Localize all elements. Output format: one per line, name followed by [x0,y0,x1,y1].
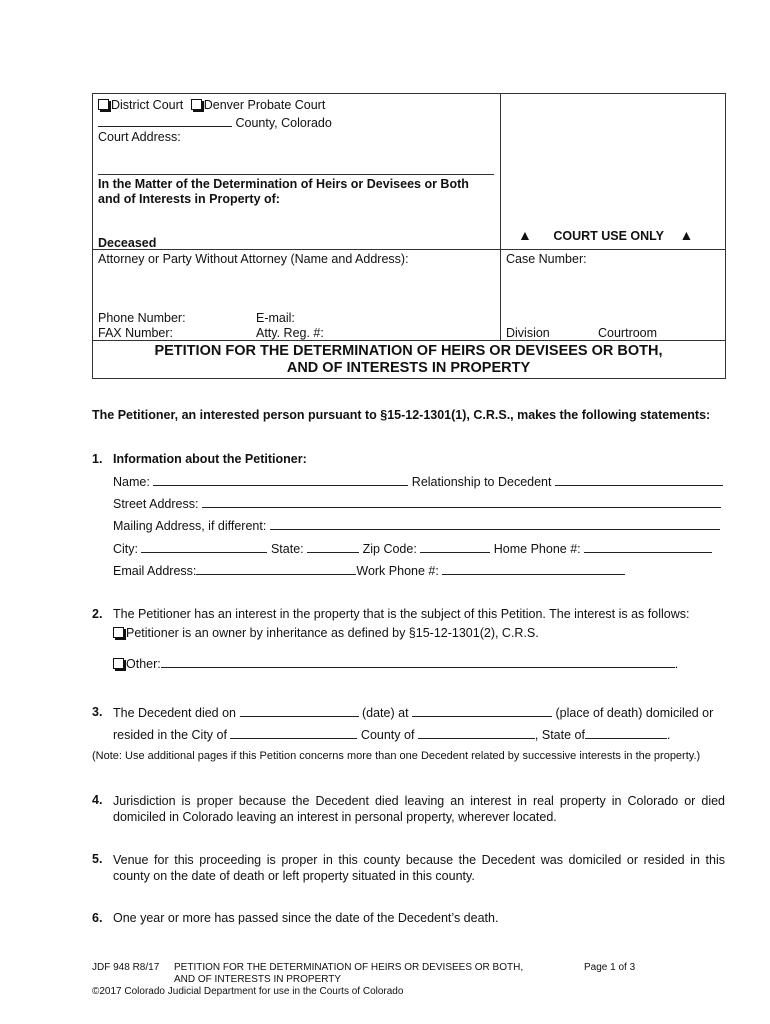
inheritance-label: Petitioner is an owner by inheritance as defined by §15-12-1301(2), C.R.S. [126,626,539,640]
inheritance-option [113,626,539,640]
county-label: County, Colorado [235,116,332,130]
name-row [113,474,723,489]
email-row [113,563,625,578]
matter-line-1: In the Matter of the Determination of Heirs or Devisees or Both [98,177,469,191]
place-domiciled-label: (place of death) domiciled or [555,706,714,720]
section-2-number: 2. [92,607,103,621]
court-address-label: Court Address: [98,130,181,144]
section-6-text: One year or more has passed since the date of the Decedent’s death. [113,911,499,925]
name-field[interactable] [153,474,408,486]
fax-label: FAX Number: [98,326,174,340]
inheritance-checkbox[interactable] [113,627,124,638]
city-field[interactable] [141,541,267,553]
state-of-label: , State of [534,728,585,742]
county-blank[interactable] [98,115,232,127]
up-triangle-icon: ▲ [518,227,532,243]
matter-line [98,174,494,175]
city-label: City: [113,542,138,556]
section-1-heading: Information about the Petitioner: [113,452,307,466]
court-options [98,98,325,112]
state-field[interactable] [307,541,359,553]
email-field[interactable] [196,563,356,575]
county-line [98,115,332,130]
name-label: Name: [113,475,150,489]
district-court-label: District Court [111,98,184,112]
email-label: E-mail: [256,311,295,325]
probate-court-label: Denver Probate Court [203,98,326,112]
mailing-row [113,518,720,533]
email-address-label: Email Address: [113,564,197,578]
street-label: Street Address: [113,497,199,511]
city-of-residence-field[interactable] [230,727,357,739]
resided-city-label: resided in the City of [113,728,227,742]
state-of-residence-field[interactable] [585,727,667,739]
section-5-text: Venue for this proceeding is proper in this county because the Decedent was domiciled or resided in this county on the date of death or left property situated in this county. [113,853,725,883]
section-1-number: 1. [92,452,103,466]
relationship-label: Relationship to Decedent [411,475,552,489]
other-option [113,656,678,671]
footer-title-line-1: PETITION FOR THE DETERMINATION OF HEIRS OR DEVISEES OR BOTH, [174,962,524,973]
courtroom-label: Courtroom [598,326,658,340]
caption-divider-title [92,340,725,341]
city-row [113,541,712,556]
street-row [113,496,721,511]
footer-copyright: ©2017 Colorado Judicial Department for use in the Courts of Colorado [92,986,404,997]
section-4-number: 4. [92,793,103,807]
document-title-line-2: AND OF INTERESTS IN PROPERTY [286,360,531,376]
matter-line-2: and of Interests in Property of: [98,192,280,206]
residence-period: . [666,728,671,742]
state-label: State: [270,542,304,556]
caption-divider-vertical [500,93,501,340]
zip-label: Zip Code: [362,542,417,556]
death-row [113,705,713,720]
probate-court-checkbox[interactable] [191,99,202,110]
section-5-number: 5. [92,852,103,866]
county-of-residence-field[interactable] [418,727,535,739]
other-label: Other: [126,657,161,671]
atty-reg-label: Atty. Reg. #: [256,326,324,340]
division-label: Division [506,326,550,340]
death-date-field[interactable] [240,705,359,717]
footer-page-number: Page 1 of 3 [584,962,636,973]
county-of-label: County of [360,728,415,742]
zip-field[interactable] [420,541,490,553]
work-phone-field[interactable] [442,563,625,575]
street-field[interactable] [202,496,721,508]
court-use-only [518,227,693,243]
footer-form-id: JDF 948 R8/17 [92,962,160,973]
case-number-label: Case Number: [506,252,587,266]
other-field[interactable] [161,656,675,668]
section-4-text: Jurisdiction is proper because the Decedent died leaving an interest in real property in Colorado or died domiciled in Colorado leaving an interest in personal property, wherever located. [113,794,725,824]
deceased-label: Deceased [98,236,157,250]
home-phone-label: Home Phone #: [493,542,581,556]
death-place-field[interactable] [412,705,552,717]
relationship-field[interactable] [555,474,723,486]
date-at-label: (date) at [361,706,409,720]
work-phone-label: Work Phone #: [356,564,439,578]
footer-title-line-2: AND OF INTERESTS IN PROPERTY [174,974,342,985]
section-6-number: 6. [92,911,103,925]
phone-label: Phone Number: [98,311,186,325]
district-court-checkbox[interactable] [98,99,109,110]
other-checkbox[interactable] [113,658,124,669]
home-phone-field[interactable] [584,541,712,553]
attorney-label: Attorney or Party Without Attorney (Name and Address): [98,252,409,266]
mailing-label: Mailing Address, if different: [113,519,267,533]
intro-statement: The Petitioner, an interested person pursuant to §15-12-1301(1), C.R.S., makes the following statements: [92,408,711,422]
section-3-note: (Note: Use additional pages if this Petition concerns more than one Decedent related by successive interests in the property.) [92,750,701,762]
caption-divider-attorney [92,249,725,250]
residence-row [113,727,670,742]
mailing-field[interactable] [270,518,720,530]
section-2-text: The Petitioner has an interest in the property that is the subject of this Petition. The interest is as follows: [113,607,690,621]
up-triangle-icon: ▲ [679,227,694,243]
other-period: . [674,657,679,671]
court-use-only-label: COURT USE ONLY [553,229,665,243]
died-on-label: The Decedent died on [113,706,237,720]
document-title-line-1: PETITION FOR THE DETERMINATION OF HEIRS OR DEVISEES OR BOTH, [154,343,663,359]
section-3-number: 3. [92,705,103,719]
